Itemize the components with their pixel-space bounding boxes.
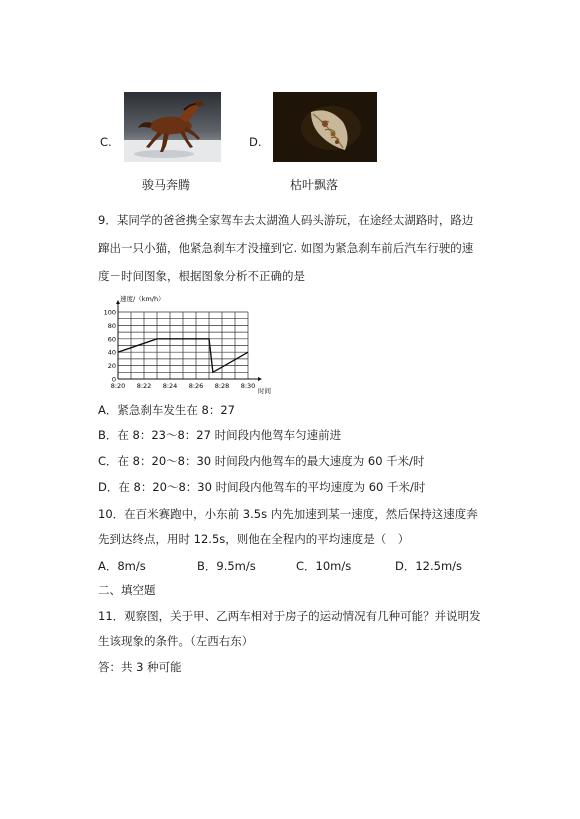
q9-line-3: 度－时间图象，根据图象分析不正确的是 — [98, 269, 305, 283]
q10-option-a: A．8m/s — [98, 559, 146, 573]
q11-line-1: 11．观察图，关于甲、乙两车相对于房子的运动情况有几种可能？并说明发 — [98, 609, 481, 623]
q10-option-b: B．9.5m/s — [197, 559, 256, 573]
horse-photo — [124, 92, 221, 162]
x-tick-label: 8:24 — [162, 382, 178, 390]
y-tick-label: 0 — [111, 375, 116, 384]
q10-line-2: 先到达终点，用时 12.5s，则他在全程内的平均速度是（ ） — [98, 532, 410, 546]
x-tick-label: 8:30 — [240, 382, 256, 390]
q11-line-2: 生该现象的条件。（左西右东） — [98, 634, 254, 648]
y-tick-label: 80 — [107, 321, 116, 330]
x-tick-label: 8:20 — [110, 382, 126, 390]
y-tick-label: 20 — [107, 362, 116, 371]
q9-option-d: D．在 8：20～8：30 时间段内他驾车的平均速度为 60 千米/时 — [98, 480, 426, 494]
option-c-label: C. — [100, 135, 112, 149]
y-axis-label: 速度/（km/h） — [120, 295, 165, 303]
option-c-caption: 骏马奔腾 — [142, 178, 191, 192]
q9-line-2: 蹿出一只小猫，他紧急刹车才没撞到它. 如图为紧急刹车前后汽车行驶的速 — [98, 241, 474, 255]
q10-option-c: C．10m/s — [296, 559, 352, 573]
x-tick-label: 8:22 — [136, 382, 152, 390]
q10-option-d: D．12.5m/s — [395, 559, 463, 573]
y-tick-label: 60 — [107, 335, 116, 344]
section-title: 二、填空题 — [98, 583, 156, 597]
q9-option-a: A．紧急刹车发生在 8：27 — [98, 403, 235, 417]
q9-option-c: C．在 8：20～8：30 时间段内他驾车的最大速度为 60 千米/时 — [98, 454, 425, 468]
falling-leaf-photo — [273, 92, 377, 162]
y-tick-label: 40 — [107, 348, 116, 357]
q9-option-b: B．在 8：23～8：27 时间段内他驾车匀速前进 — [98, 428, 342, 442]
x-tick-label: 8:26 — [188, 382, 204, 390]
y-tick-label: 100 — [103, 308, 116, 317]
option-d-caption: 枯叶飘落 — [290, 178, 339, 192]
q9-line-1: 9．某同学的爸爸携全家驾车去太湖渔人码头游玩，在途经太湖路时，路边 — [98, 213, 474, 227]
q11-answer: 答：共 3 种可能 — [98, 660, 182, 674]
x-axis-label: 时间 — [258, 387, 271, 395]
x-tick-label: 8:28 — [214, 382, 230, 390]
q10-line-1: 10．在百米赛跑中，小东前 3.5s 内先加速到某一速度，然后保持这速度奔 — [98, 507, 478, 521]
x-axis-arrow — [258, 377, 262, 381]
speed-time-chart — [98, 291, 278, 399]
speed-time-chart-svg — [98, 291, 278, 399]
option-d-label: D. — [249, 135, 262, 149]
